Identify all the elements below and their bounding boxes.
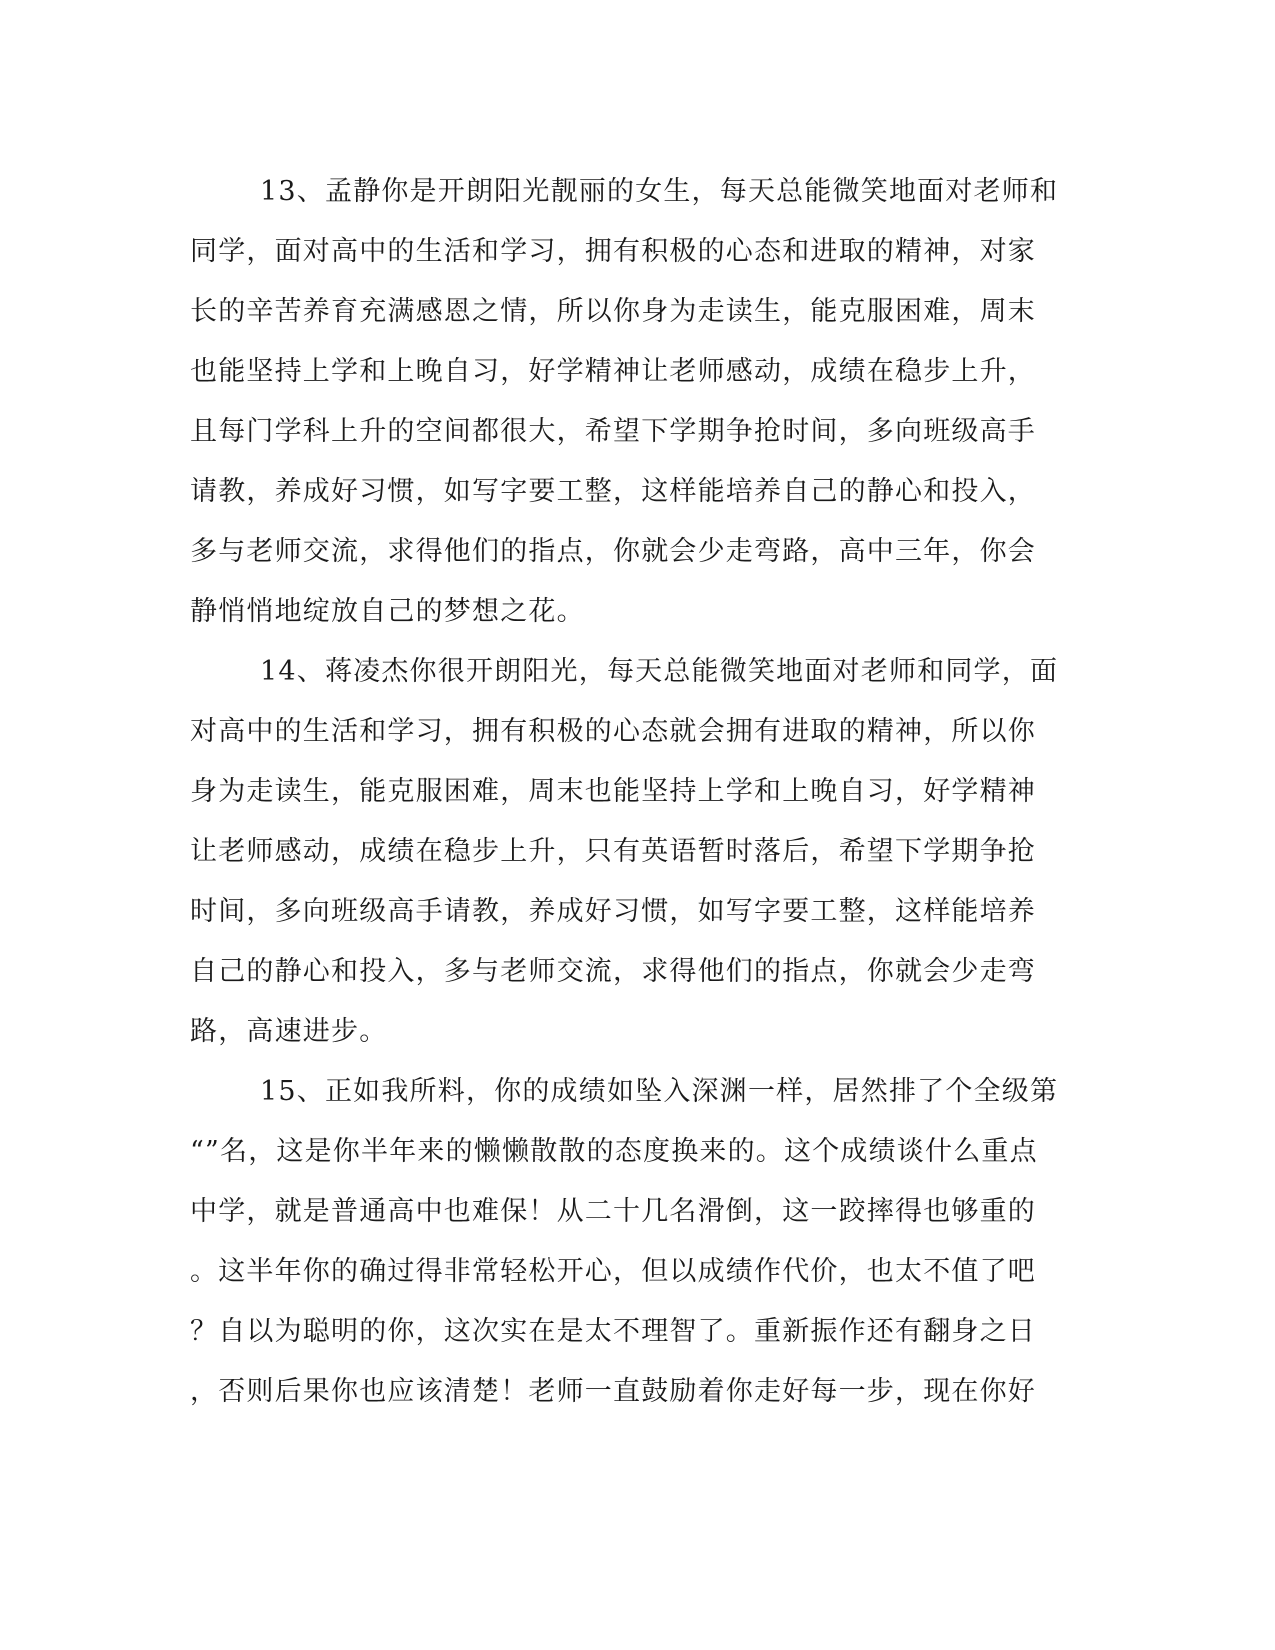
text-line: 15、正如我所料，你的成绩如坠入深渊一样，居然排了个全级第	[260, 1076, 1059, 1107]
text-line: ，否则后果你也应该清楚！老师一直鼓励着你走好每一步，现在你好	[190, 1376, 1036, 1407]
text-line: 请教，养成好习惯，如写字要工整，这样能培养自己的静心和投入，	[190, 476, 1036, 507]
text-line: 身为走读生，能克服困难，周末也能坚持上学和上晚自习，好学精神	[190, 776, 1036, 807]
text-line: 。这半年你的确过得非常轻松开心，但以成绩作代价，也太不值了吧	[190, 1256, 1036, 1287]
text-line: 让老师感动，成绩在稳步上升，只有英语暂时落后，希望下学期争抢	[190, 836, 1036, 867]
text-line: 13、孟静你是开朗阳光靓丽的女生，每天总能微笑地面对老师和	[260, 176, 1059, 207]
text-line: 14、蒋凌杰你很开朗阳光，每天总能微笑地面对老师和同学，面	[260, 656, 1059, 687]
text-line: 对高中的生活和学习，拥有积极的心态就会拥有进取的精神，所以你	[190, 716, 1036, 747]
paragraph-15	[190, 1062, 1070, 1422]
paragraph-13	[190, 162, 1070, 642]
text-line: 静悄悄地绽放自己的梦想之花。	[190, 596, 585, 627]
text-line: ？自以为聪明的你，这次实在是太不理智了。重新振作还有翻身之日	[190, 1316, 1036, 1347]
text-line: 也能坚持上学和上晚自习，好学精神让老师感动，成绩在稳步上升，	[190, 356, 1036, 387]
text-line: “”名，这是你半年来的懒懒散散的态度换来的。这个成绩谈什么重点	[190, 1136, 1038, 1167]
text-line: 且每门学科上升的空间都很大，希望下学期争抢时间，多向班级高手	[190, 416, 1036, 447]
text-line: 时间，多向班级高手请教，养成好习惯，如写字要工整，这样能培养	[190, 896, 1036, 927]
text-line: 同学，面对高中的生活和学习，拥有积极的心态和进取的精神，对家	[190, 236, 1036, 267]
text-line: 自己的静心和投入，多与老师交流，求得他们的指点，你就会少走弯	[190, 956, 1036, 987]
paragraph-14	[190, 642, 1070, 1062]
text-line: 多与老师交流，求得他们的指点，你就会少走弯路，高中三年，你会	[190, 536, 1036, 567]
text-line: 中学，就是普通高中也难保！从二十几名滑倒，这一跤摔得也够重的	[190, 1196, 1036, 1227]
text-line: 路，高速进步。	[190, 1016, 388, 1047]
document-body	[190, 162, 1070, 1422]
text-line: 长的辛苦养育充满感恩之情，所以你身为走读生，能克服困难，周末	[190, 296, 1036, 327]
